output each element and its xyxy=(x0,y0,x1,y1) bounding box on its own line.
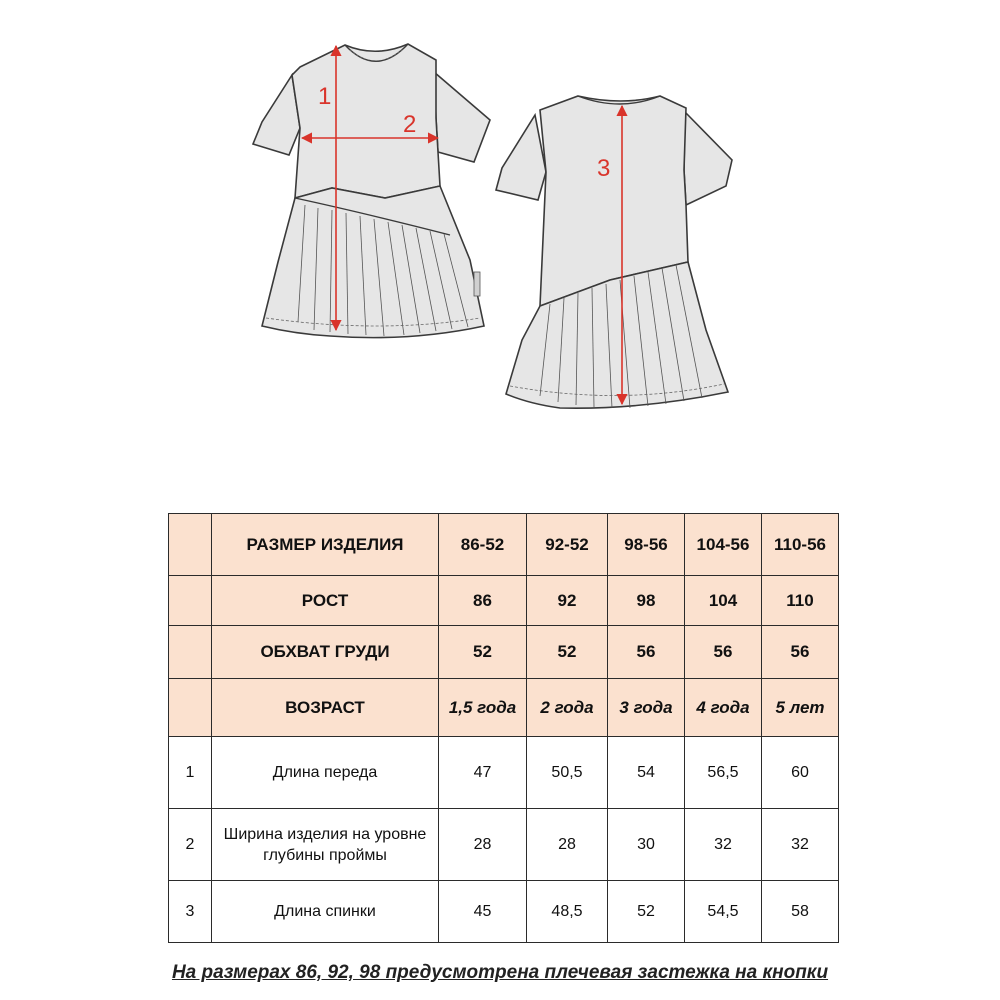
measurement-value-cell: 58 xyxy=(762,881,839,943)
measurement-value-cell: 32 xyxy=(762,809,839,881)
measurement-label: Длина переда xyxy=(212,737,439,809)
size-value-cell: 92-52 xyxy=(527,514,608,576)
front-left-sleeve xyxy=(253,75,300,155)
measurement-number: 2 xyxy=(169,809,212,881)
size-chart-body xyxy=(169,514,839,943)
size-value-cell: 98-56 xyxy=(608,514,685,576)
measurement-value-cell: 30 xyxy=(608,809,685,881)
row-label: ОБХВАТ ГРУДИ xyxy=(212,626,439,679)
row-number-cell xyxy=(169,514,212,576)
size-chart-table xyxy=(168,513,839,943)
size-value-cell: 56 xyxy=(762,626,839,679)
measurement-row xyxy=(169,737,839,809)
size-value-cell: 5 лет xyxy=(762,679,839,737)
size-value-cell: 52 xyxy=(527,626,608,679)
measurement-value-cell: 45 xyxy=(439,881,527,943)
size-value-cell: 104-56 xyxy=(685,514,762,576)
measurement-value-cell: 47 xyxy=(439,737,527,809)
front-right-sleeve xyxy=(434,72,490,162)
measurement-value-cell: 60 xyxy=(762,737,839,809)
measurement-number: 3 xyxy=(169,881,212,943)
header-row xyxy=(169,514,839,576)
back-left-sleeve xyxy=(496,115,546,200)
measurement-value-cell: 28 xyxy=(527,809,608,881)
size-value-cell: 1,5 года xyxy=(439,679,527,737)
size-value-cell: 4 года xyxy=(685,679,762,737)
measurement-value-cell: 50,5 xyxy=(527,737,608,809)
snap-fastener-note: На размерах 86, 92, 98 предусмотрена плечевая застежка на кнопки xyxy=(171,962,829,983)
back-right-sleeve xyxy=(684,112,732,205)
row-number-cell xyxy=(169,576,212,626)
size-value-cell: 104 xyxy=(685,576,762,626)
measurement-row xyxy=(169,809,839,881)
measurement-value-cell: 52 xyxy=(608,881,685,943)
measurement-value-cell: 54,5 xyxy=(685,881,762,943)
measurement-label: Ширина изделия на уровне глубины проймы xyxy=(212,809,439,881)
size-value-cell: 2 года xyxy=(527,679,608,737)
row-number-cell xyxy=(169,679,212,737)
header-row xyxy=(169,679,839,737)
size-value-cell: 86-52 xyxy=(439,514,527,576)
size-value-cell: 92 xyxy=(527,576,608,626)
front-bodice xyxy=(292,44,440,198)
size-value-cell: 56 xyxy=(608,626,685,679)
back-skirt xyxy=(506,262,728,408)
size-value-cell: 52 xyxy=(439,626,527,679)
measurement-value-cell: 28 xyxy=(439,809,527,881)
size-value-cell: 3 года xyxy=(608,679,685,737)
front-skirt xyxy=(262,186,484,338)
front-view-sketch xyxy=(253,44,490,338)
marker-label-2: 2 xyxy=(403,111,417,138)
size-value-cell: 86 xyxy=(439,576,527,626)
back-view-sketch xyxy=(496,96,732,408)
marker-label-1: 1 xyxy=(318,83,332,110)
measurement-label: Длина спинки xyxy=(212,881,439,943)
measurement-value-cell: 56,5 xyxy=(685,737,762,809)
header-row xyxy=(169,626,839,679)
size-value-cell: 110-56 xyxy=(762,514,839,576)
row-label: РАЗМЕР ИЗДЕЛИЯ xyxy=(212,514,439,576)
measurement-value-cell: 54 xyxy=(608,737,685,809)
marker-label-3: 3 xyxy=(597,155,611,182)
row-label: ВОЗРАСТ xyxy=(212,679,439,737)
measurement-number: 1 xyxy=(169,737,212,809)
measurement-value-cell: 32 xyxy=(685,809,762,881)
measurement-value-cell: 48,5 xyxy=(527,881,608,943)
header-row xyxy=(169,576,839,626)
measurement-row xyxy=(169,881,839,943)
size-value-cell: 56 xyxy=(685,626,762,679)
row-number-cell xyxy=(169,626,212,679)
row-label: РОСТ xyxy=(212,576,439,626)
size-value-cell: 98 xyxy=(608,576,685,626)
size-value-cell: 110 xyxy=(762,576,839,626)
